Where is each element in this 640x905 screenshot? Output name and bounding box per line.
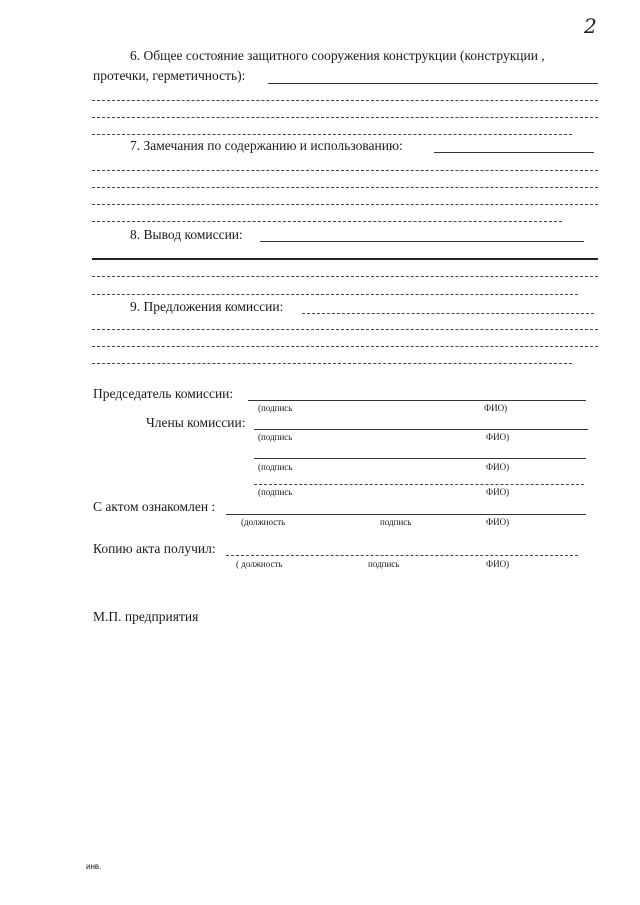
section-9-answer-line[interactable]	[92, 346, 598, 347]
chairman-signature-line[interactable]	[248, 400, 586, 401]
section-7-answer-line[interactable]	[92, 187, 598, 188]
members-label: Члены комиссии:	[146, 415, 246, 430]
page-number: 2	[584, 14, 597, 38]
member-caption-signature: (подпись	[258, 462, 293, 472]
section-7-answer-line[interactable]	[434, 152, 594, 153]
section-6-answer-line[interactable]	[92, 117, 598, 118]
acquainted-caption-position: (должность	[241, 517, 286, 527]
section-9-answer-line[interactable]	[302, 313, 594, 314]
member-caption-name: ФИО)	[486, 487, 510, 497]
acquainted-label: С актом ознакомлен :	[93, 499, 216, 514]
copy-received-caption-name: ФИО)	[486, 559, 510, 569]
section-7-answer-line[interactable]	[92, 170, 598, 171]
section-8-heading: 8. Вывод комиссии:	[130, 227, 243, 242]
section-8-answer-line[interactable]	[92, 294, 578, 295]
section-7-heading: 7. Замечания по содержанию и использованию:	[130, 138, 403, 153]
member-signature-line[interactable]	[254, 484, 584, 485]
section-8-answer-line[interactable]	[92, 276, 598, 277]
member-caption-name: ФИО)	[486, 462, 510, 472]
member-signature-line[interactable]	[254, 458, 586, 459]
section-8-answer-line[interactable]	[260, 241, 584, 242]
section-7-answer-line[interactable]	[92, 204, 598, 205]
section-6-answer-line[interactable]	[92, 134, 572, 135]
member-signature-line[interactable]	[254, 429, 588, 430]
member-caption-signature: (подпись	[258, 487, 293, 497]
copy-received-signature-line[interactable]	[226, 555, 578, 556]
section-9-answer-line[interactable]	[92, 363, 572, 364]
member-caption-name: ФИО)	[486, 432, 510, 442]
member-caption-signature: (подпись	[258, 432, 293, 442]
chairman-label: Председатель комиссии:	[93, 386, 234, 401]
section-6-heading-line2: протечки, герметичность):	[93, 68, 246, 83]
section-9-heading: 9. Предложения комиссии:	[130, 299, 284, 314]
acquainted-caption-name: ФИО)	[486, 517, 510, 527]
stamp-place-label: М.П. предприятия	[93, 609, 199, 624]
section-8-answer-line[interactable]	[92, 258, 598, 260]
copy-received-caption-signature: подпись	[368, 559, 400, 569]
section-6-heading-line1: 6. Общее состояние защитного сооружения конструкции (конструкции ,	[130, 48, 545, 63]
section-6-answer-line[interactable]	[268, 83, 598, 84]
chairman-caption-signature: (подпись	[258, 403, 293, 413]
acquainted-caption-signature: подпись	[380, 517, 412, 527]
chairman-caption-name: ФИО)	[484, 403, 508, 413]
footer-inventory-label: инв.	[86, 862, 102, 871]
acquainted-signature-line[interactable]	[226, 514, 586, 515]
section-9-answer-line[interactable]	[92, 329, 598, 330]
copy-received-label: Копию акта получил:	[93, 541, 216, 556]
section-7-answer-line[interactable]	[92, 221, 562, 222]
copy-received-caption-position: ( должность	[236, 559, 283, 569]
section-6-answer-line[interactable]	[92, 100, 598, 101]
